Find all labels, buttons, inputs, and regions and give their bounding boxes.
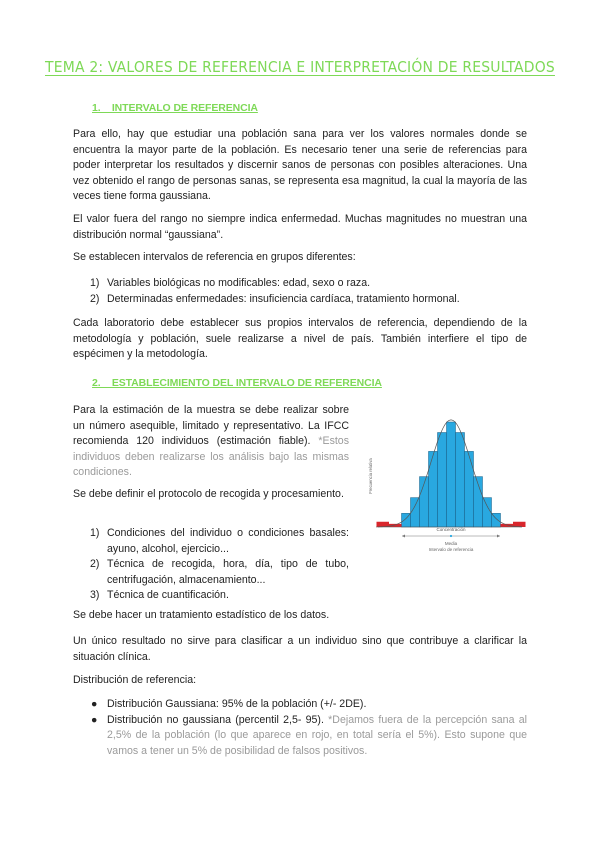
section-2-paragraph-4: Un único resultado no sirve para clasificar a un individuo sino que contribuye a clarificar la situación clínica. — [73, 635, 527, 663]
histogram-bar — [483, 498, 492, 527]
list-text: Distribución Gaussiana: 95% de la población (+/- 2DE). — [107, 698, 367, 710]
list-note: *Dejamos fuera de la percepción sana al 2,5% de la población (lo que aparece en rojo, en total sería el 5%). Esto supone que vamos a tener un 5% de posibilidad de falsos positivos. — [107, 713, 527, 757]
histogram-tail-bar — [389, 524, 402, 527]
list-item — [73, 588, 349, 604]
section-1-paragraph-2: El valor fuera del rango no siempre indica enfermedad. Muchas magnitudes no muestran una distribución normal “gaussiana”. — [73, 213, 527, 241]
list-text: Técnica de cuantificación. — [107, 589, 229, 601]
list-number: 2) — [90, 292, 100, 305]
list-text: Variables biológicas no modificables: edad, sexo o raza. — [107, 277, 371, 289]
histogram-bars — [402, 422, 501, 527]
list-text: Condiciones del individuo o condiciones basales: ayuno, alcohol, ejercicio... — [107, 527, 349, 555]
section-2-paragraph-1 — [73, 403, 349, 481]
paragraph-text: Para la estimación de la muestra se debe realizar sobre un número asequible, limitado y representativo. La IFCC recomienda 120 individuos (estimación fiable). — [73, 404, 349, 447]
list-text: Distribución no gaussiana (percentil 2,5- 95). — [107, 713, 324, 726]
list-number: 2) — [90, 558, 100, 570]
list-text: Técnica de recogida, hora, día, tipo de tubo, centrifugación, almacenamiento... — [107, 558, 349, 586]
histogram-bar — [438, 433, 447, 528]
gaussian-histogram-figure — [366, 406, 526, 556]
bullet-mark: ● — [91, 698, 98, 710]
list-number: 1) — [90, 527, 100, 539]
media-marker — [450, 535, 452, 537]
section-1-paragraph-3: Se establecen intervalos de referencia en grupos diferentes: — [73, 251, 356, 263]
list-item — [73, 276, 527, 292]
section-1-paragraph-4: Cada laboratorio debe establecer sus propios intervalos de referencia, dependiendo de la metodología y población, suele realizarse a nivel de país. También interfiere el tipo de espécimen y la metodología. — [73, 317, 527, 360]
section-2-bullets — [73, 697, 527, 759]
list-number: 3) — [90, 589, 100, 601]
histogram-tail-bar — [501, 524, 514, 527]
arrow-left-icon — [402, 535, 405, 538]
list-text: Determinadas enfermedades: insuficiencia cardíaca, tratamiento hormonal. — [107, 292, 460, 305]
section-2-paragraph-5: Distribución de referencia: — [73, 674, 197, 686]
list-item — [73, 526, 349, 557]
section-2-list — [73, 526, 349, 604]
y-axis-label: Frecuencia relativa — [368, 458, 373, 494]
section-2-paragraph-3: Se debe hacer un tratamiento estadístico de los datos. — [73, 609, 330, 621]
x-axis-label: Concentración — [436, 527, 466, 532]
arrow-right-icon — [497, 535, 500, 538]
section-1-paragraph-1: Para ello, hay que estudiar una población sana para ver los valores normales donde se encuentra la mayor parte de la población. Es necesario tener una serie de referencias para poder interpretar los resultados y discernir sanos de personas con posibles alteraciones. Una vez obtenido el rango de personas sanas, se representa esa magnitud, la cual la mayoría de las veces tiene forma gaussiana. — [73, 128, 527, 202]
histogram-bar — [429, 451, 438, 527]
histogram-bar — [411, 498, 420, 527]
histogram-bar — [456, 433, 465, 528]
list-item — [73, 697, 527, 713]
paragraph-note: *Estos individuos deben realizarse los análisis bajo las mismas condiciones. — [73, 435, 349, 478]
interval-label: Intervalo de referencia — [428, 547, 474, 552]
histogram-bar — [447, 422, 456, 527]
list-number: 1) — [90, 277, 100, 289]
list-item — [73, 713, 527, 760]
section-1-list — [73, 276, 527, 307]
histogram-bar — [465, 451, 474, 527]
list-item — [73, 292, 527, 308]
section-1-heading: 1. INTERVALO DE REFERENCIA — [92, 102, 258, 114]
list-item — [73, 557, 349, 588]
section-2-paragraph-2: Se debe definir el protocolo de recogida y procesamiento. — [73, 488, 344, 500]
media-label: Media — [444, 541, 458, 546]
page-title: TEMA 2: VALORES DE REFERENCIA E INTERPRETACIÓN DE RESULTADOS — [45, 58, 555, 76]
section-2-heading: 2. ESTABLECIMIENTO DEL INTERVALO DE REFERENCIA — [92, 377, 382, 389]
bullet-mark: ● — [91, 713, 98, 726]
